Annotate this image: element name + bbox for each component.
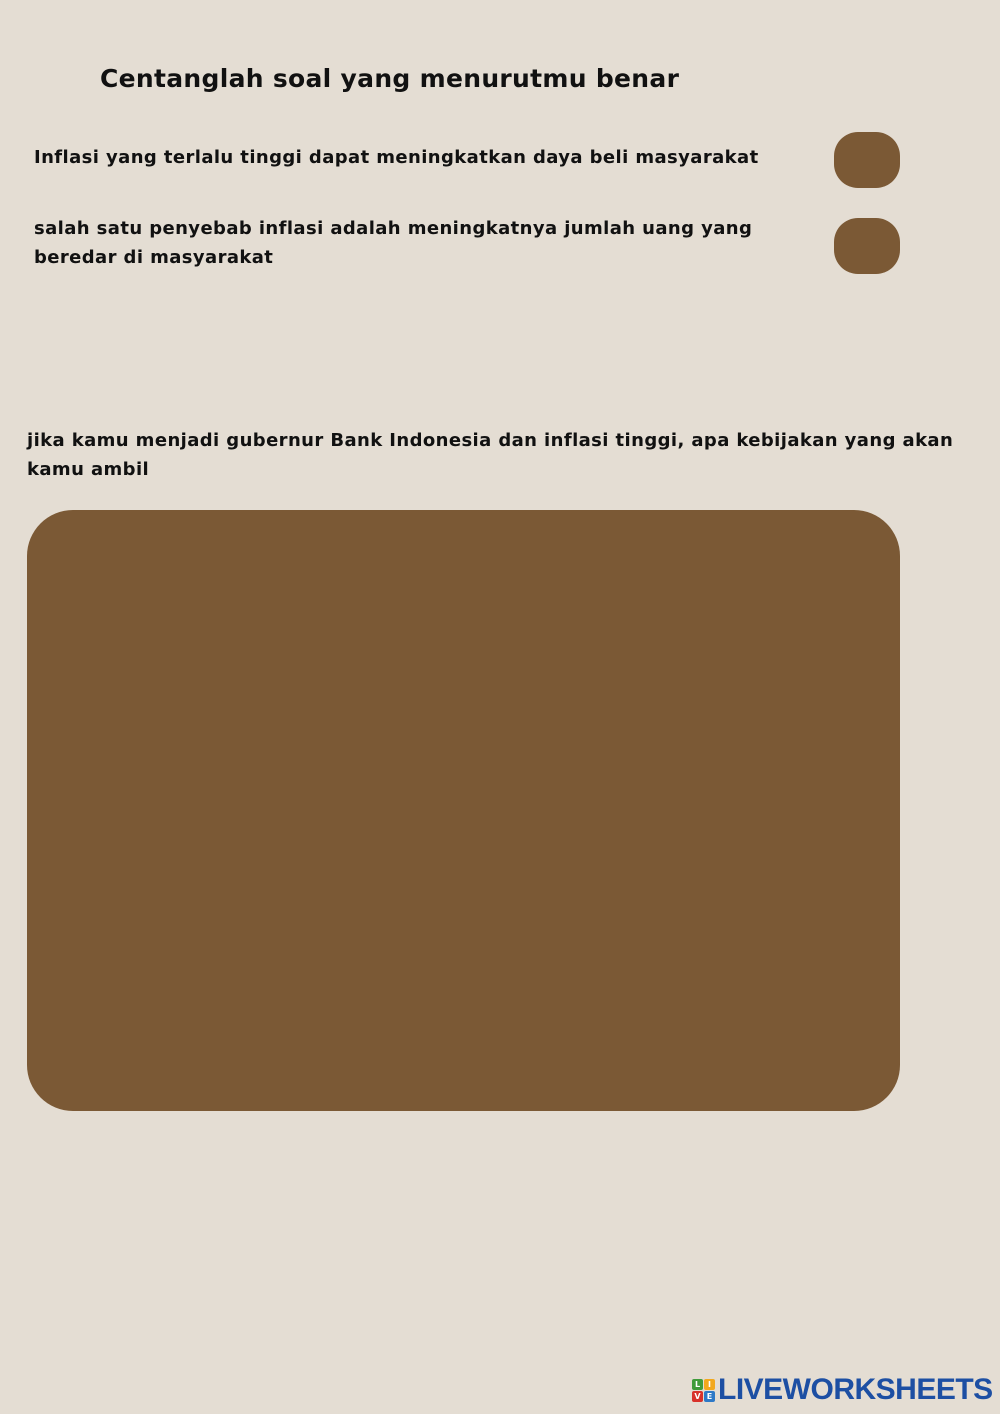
logo-text: LIVEWORKSHEETS [718, 1373, 993, 1406]
logo-icon: L I V E [692, 1379, 715, 1402]
liveworksheets-logo [692, 1374, 993, 1406]
question-2-checkbox[interactable] [834, 218, 900, 274]
essay-prompt: jika kamu menjadi gubernur Bank Indonesia dan inflasi tinggi, apa kebijakan yang akan kamu ambil [27, 430, 954, 480]
page-title: Centanglah soal yang menurutmu benar [100, 64, 680, 93]
question-1-text: Inflasi yang terlalu tinggi dapat meningkatkan daya beli masyarakat [34, 147, 759, 168]
essay-answer-box[interactable] [27, 510, 900, 1111]
question-1-checkbox[interactable] [834, 132, 900, 188]
question-2-text: salah satu penyebab inflasi adalah meningkatnya jumlah uang yang beredar di masyarakat [34, 218, 753, 268]
